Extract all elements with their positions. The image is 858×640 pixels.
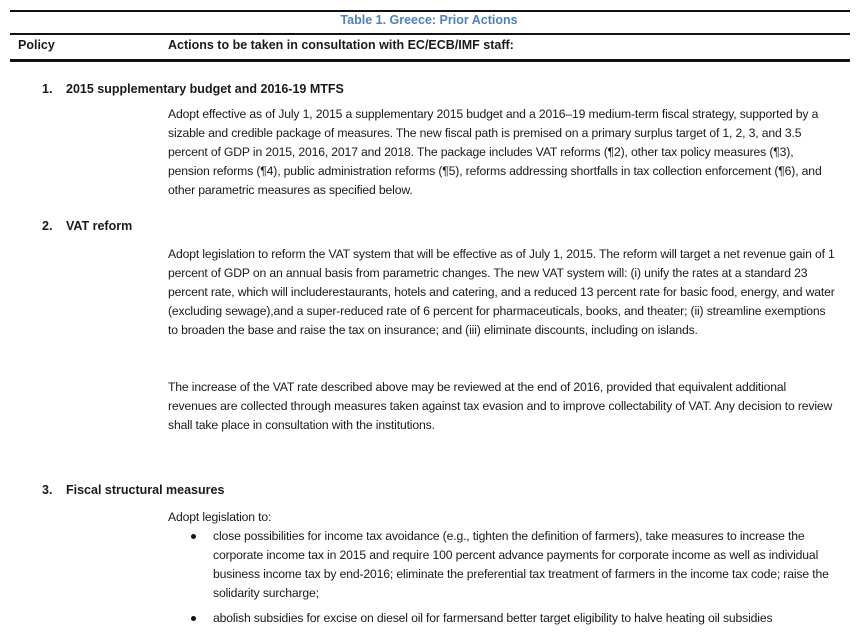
column-header-policy: Policy [18,38,55,52]
column-header-actions: Actions to be taken in consultation with EC/ECB/IMF staff: [168,38,514,52]
header-thick-rule [10,59,850,62]
list-item [168,527,838,603]
section-paragraph: Adopt legislation to: [168,510,272,524]
list-item [168,609,838,628]
section-title: VAT reform [66,219,133,233]
list-item-text: abolish subsidies for excise on diesel oil for farmersand better target eligibility to halve heating oil subsidies [213,611,773,625]
table-title: Table 1. Greece: Prior Actions [340,13,518,27]
table-top-rule [10,10,850,12]
section-number: 3. [42,483,53,497]
table-title-rule [10,33,850,35]
bullet-icon [191,534,196,539]
section-title: Fiscal structural measures [66,483,225,497]
section-paragraph: Adopt effective as of July 1, 2015 a supplementary 2015 budget and a 2016–19 medium-term fiscal strategy, supported by a sizable and credible package of measures. The new fiscal path is premised on a primary surplus target of 1, 2, 3, and 3.5 percent of GDP in 2015, 2016, 2017 and 2018. The package includes VAT reforms (¶2), other tax policy measures (¶3), pension reforms (¶4), public administration reforms (¶5), reforms addressing shortfalls in tax collection enforcement (¶6), and other parametric measures as specified below. [168,107,822,197]
bullet-icon [191,616,196,621]
bullet-list [168,527,838,634]
list-item-text: close possibilities for income tax avoidance (e.g., tighten the definition of farmers), take measures to increase the corporate income tax in 2015 and require 100 percent advance payments for corporate income as well as individual business income tax by end-2016; eliminate the preferential tax treatment of farmers in the income tax code; raise the solidarity surcharge; [213,529,829,600]
section-title: 2015 supplementary budget and 2016-19 MTFS [66,82,344,96]
section-paragraph: The increase of the VAT rate described above may be reviewed at the end of 2016, provided that equivalent additional revenues are collected through measures taken against tax evasion and to improve collectability of VAT. Any decision to review shall take place in consultation with the institutions. [168,380,833,432]
section-number: 1. [42,82,53,96]
section-paragraph: Adopt legislation to reform the VAT system that will be effective as of July 1, 2015. The reform will target a net revenue gain of 1 percent of GDP on an annual basis from parametric changes. The new VAT system will: (i) unify the rates at a standard 23 percent rate, which will includerestaurants, hotels and catering, and a reduced 13 percent rate for basic food, energy, and water (excluding sewage),and a super-reduced rate of 6 percent for pharmaceuticals, books, and theater; (ii) streamline exemptions to broaden the base and raise the tax on insurance; and (iii) eliminate discounts, including on islands. [168,247,835,337]
section-number: 2. [42,219,53,233]
